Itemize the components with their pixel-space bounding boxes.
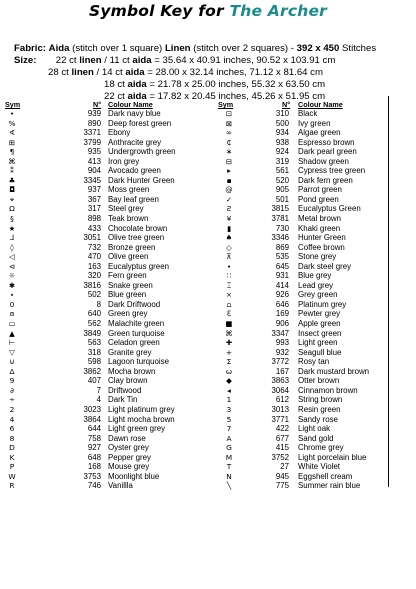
symbol-glyph: ◆ [226,376,232,386]
floss-number: 3346 [271,233,289,243]
symbol-glyph: ⌘ [8,156,16,166]
colour-name: Hunter Green [298,233,346,243]
floss-number: 470 [87,252,101,262]
fabric-linen-note: (stitch over 2 squares) - [193,43,294,54]
symbol-glyph: ⅃ [9,233,15,243]
symbol-glyph: ¥ [226,214,232,224]
floss-number: 932 [275,347,289,357]
colour-name: Chrome grey [298,443,344,453]
size-ct: 22 ct [104,91,125,102]
floss-number: 648 [87,452,101,462]
symbol-glyph: 7 [226,424,232,434]
symbol-glyph: ⬩ [10,290,14,300]
symbol-glyph: ▭ [8,319,16,329]
symbol-glyph: @ [225,185,233,195]
floss-number: 422 [275,424,289,434]
symbol-glyph: ▮ [226,223,232,233]
colour-name: Ebony [108,128,131,138]
colour-name: Dark Tin [108,395,138,405]
page-title [0,2,416,20]
column-divider [388,96,389,487]
symbol-glyph: ⁑ [10,166,14,176]
colour-name: Olive green [108,252,149,262]
colour-name: Espresso brown [298,137,355,147]
floss-number: 563 [87,338,101,348]
colour-name: Dark pearl green [298,147,357,157]
symbol-glyph: ⌶ [226,280,232,290]
symbol-glyph: ₵ [226,137,232,147]
floss-number: 730 [275,223,289,233]
floss-number: 935 [87,147,101,157]
floss-number: 945 [275,471,289,481]
symbol-glyph: ∗ [225,147,233,157]
colour-name: Sandy rose [298,414,338,424]
colour-name: Dawn rose [108,433,146,443]
colour-name: Oyster grey [108,443,149,453]
symbol-glyph: ⊢ [8,338,16,348]
symbol-glyph: 5 [226,414,232,424]
size-ct: 22 ct [55,55,77,66]
size-sep: / 14 ct [96,67,123,78]
floss-number: 168 [87,462,101,472]
floss-number: 644 [87,424,101,434]
colour-name: Iron grey [108,156,140,166]
floss-number: 415 [275,443,289,453]
size-dims: = 35.64 x 40.91 inches, 90.52 x 103.91 cm [154,55,336,66]
symbol-glyph: × [225,290,233,300]
floss-number: 433 [87,223,101,233]
symbol-glyph: ▽ [9,347,15,357]
symbol-glyph: Ω [9,204,15,214]
colour-name: Coffee brown [298,242,345,252]
size-line-1 [14,55,335,66]
colour-name: Dark fern green [298,175,353,185]
colour-name: Snake green [108,280,153,290]
floss-number: 640 [87,309,101,319]
colour-name: Mocha brown [108,366,156,376]
symbol-glyph: ⊠ [225,118,233,128]
floss-number: 905 [275,185,289,195]
floss-number: 8 [96,299,101,309]
symbol-glyph: N [226,471,232,481]
symbol-glyph: P [9,462,15,472]
floss-number: 927 [87,443,101,453]
symbol-glyph: ◇ [226,242,232,252]
floss-number: 993 [275,338,289,348]
symbol-glyph: ∂ [10,385,14,395]
symbol-glyph: Ƨ [226,204,232,214]
colour-name: Blue grey [298,271,332,281]
symbol-glyph: ⊡ [225,109,233,118]
size-line-2 [48,67,323,78]
symbol-glyph: ▪ [226,175,232,185]
floss-number: 934 [275,128,289,138]
symbol-glyph: ⌖ [9,194,15,204]
symbol-glyph: ɞ [9,309,15,319]
symbol-glyph: ■ [225,319,233,329]
colour-name: Anthracite grey [108,137,162,147]
floss-number: 3064 [271,385,289,395]
floss-number: 758 [87,433,101,443]
floss-number: 3862 [83,366,101,376]
floss-number: 367 [87,194,101,204]
size-cloth2: aida [127,91,147,102]
colour-name: Grey green [298,290,338,300]
floss-number: 937 [87,185,101,195]
floss-number: 3023 [83,404,101,414]
floss-number: 598 [87,357,101,367]
floss-number: 318 [87,347,101,357]
symbol-glyph: G [226,443,232,453]
floss-number: 3752 [271,452,289,462]
symbol-glyph: ⊞ [8,137,16,147]
fabric-aida-note: (stitch over 1 square) [72,43,163,54]
floss-number: 3371 [83,128,101,138]
floss-number: 3345 [83,175,101,185]
symbol-glyph: • [9,109,15,118]
colour-name: Algae green [298,128,341,138]
floss-number: 500 [275,118,289,128]
floss-number: 869 [275,242,289,252]
size-cloth: linen [71,67,94,78]
colour-name: Sand gold [298,433,334,443]
colour-name: Moonlight blue [108,471,160,481]
floss-number: 167 [275,366,289,376]
colour-name: Dark navy blue [108,109,161,118]
floss-number: 775 [275,481,289,491]
colour-name: Pewter grey [298,309,341,319]
colour-name: Moss green [108,185,150,195]
symbol-glyph: ⊲ [8,261,16,271]
colour-name: String brown [298,395,343,405]
colour-name: Avocado green [108,166,161,176]
floss-number: 646 [275,299,289,309]
colour-name: Celadon green [108,338,160,348]
size-ct: 28 ct [48,67,69,78]
fabric-label: Fabric: [14,43,46,54]
colour-name: Eucalyptus green [108,261,169,271]
symbol-glyph: 6 [9,424,15,434]
fabric-linen: Linen [164,43,191,54]
symbol-glyph: ♣ [8,175,16,185]
colour-name: Light green grey [108,424,166,434]
symbol-glyph: ▲ [9,328,15,338]
floss-number: 3864 [83,414,101,424]
floss-number: 3347 [271,328,289,338]
fabric-stitch-count: 392 x 450 [296,43,340,54]
size-dims: = 28.00 x 32.14 inches, 71.12 x 81.64 cm [147,67,323,78]
size-dims: = 21.78 x 25.00 inches, 55.32 x 63.50 cm [149,79,326,90]
colour-name: Summer rain blue [298,481,361,491]
colour-name: Eucalyptus Green [298,204,361,214]
colour-name: Green grey [108,309,148,319]
right-header-num: N° [282,100,291,109]
colour-name: Stone grey [298,252,337,262]
colour-name: Lagoon turquoise [108,357,169,367]
symbol-glyph: ★ [8,223,16,233]
size-cloth2: aida [125,67,145,78]
right-header-name: Colour Name [298,100,343,109]
symbol-glyph: ∢ [8,128,16,138]
size-cloth: linen [79,55,102,66]
colour-name: Bay leaf green [108,194,159,204]
floss-number: 3051 [83,233,101,243]
floss-number: 535 [275,252,289,262]
colour-name: Teak brown [108,214,149,224]
floss-number: 939 [87,109,101,118]
floss-number: 938 [275,137,289,147]
colour-name: Resin green [298,404,341,414]
colour-name: Seagull blue [298,347,342,357]
floss-number: 320 [87,271,101,281]
colour-name: White Violet [298,462,340,472]
floss-number: 3816 [83,280,101,290]
colour-name: Shadow green [298,156,349,166]
floss-number: 677 [275,433,289,443]
symbol-glyph: ω [225,366,233,376]
symbol-glyph: ◂ [227,385,231,395]
size-line-3 [104,79,325,90]
symbol-glyph: 0 [9,299,15,309]
left-header-name: Colour Name [108,100,153,109]
floss-number: 562 [87,319,101,329]
symbol-glyph: ✓ [225,194,233,204]
colour-name: Green turquoise [108,328,165,338]
floss-number: 890 [87,118,101,128]
colour-name: Insect green [298,328,342,338]
symbol-glyph: A [226,433,232,443]
size-label: Size: [14,55,37,66]
symbol-glyph: ☼ [8,271,16,281]
floss-number: 561 [275,166,289,176]
right-header-sym: Sym [218,100,234,109]
floss-number: 924 [275,147,289,157]
symbol-glyph: ✚ [225,338,233,348]
symbol-glyph: ¶ [9,147,15,157]
colour-name: Lead grey [298,280,334,290]
left-header-num: N° [93,100,102,109]
colour-name: Dark Hunter Green [108,175,175,185]
colour-name: Light green [298,338,338,348]
floss-number: 3013 [271,404,289,414]
colour-name: Light oak [298,424,331,434]
symbol-glyph: ⌘ [225,328,233,338]
colour-name: Metal brown [298,214,341,224]
size-cloth2: aida [127,79,147,90]
floss-number: 319 [275,156,289,166]
colour-name: Clay brown [108,376,148,386]
floss-number: 310 [275,109,289,118]
colour-name: Dark steel grey [298,261,352,271]
colour-name: Cypress tree green [298,166,366,176]
floss-number: 3799 [83,137,101,147]
title-pattern-name: The Archer [229,2,328,20]
symbol-glyph: Σ [226,357,232,367]
symbol-glyph: ∞ [225,128,233,138]
floss-number: 317 [87,204,101,214]
colour-name: Mouse grey [108,462,150,472]
symbol-glyph: ⊍ [9,357,15,367]
symbol-glyph: T [226,462,232,472]
symbol-glyph: % [8,118,16,128]
symbol-glyph: 4 [9,414,15,424]
colour-name: Light platinum grey [108,404,175,414]
colour-name: Driftwood [108,385,142,395]
symbol-glyph: ⊼ [226,252,232,262]
colour-name: Light porcelain blue [298,452,367,462]
fabric-stitches-suffix: Stitches [342,43,377,54]
title-prefix: Symbol Key for [88,2,230,20]
symbol-glyph: ∷ [226,271,232,281]
colour-name: Otter brown [298,376,340,386]
floss-number: 502 [87,290,101,300]
colour-name: Light mocha brown [108,414,175,424]
size-dims: = 17.82 x 20.45 inches, 45.26 x 51.95 cm [149,91,326,102]
symbol-glyph: § [10,214,14,224]
fabric-line [14,43,376,54]
symbol-glyph: Δ [9,366,15,376]
floss-number: 414 [275,280,289,290]
floss-number: 4 [96,395,101,405]
symbol-glyph: ⊟ [225,156,233,166]
floss-number: 520 [275,175,289,185]
floss-number: 3815 [271,204,289,214]
size-ct: 18 ct [104,79,125,90]
floss-number: 904 [87,166,101,176]
colour-name: Platinum grey [298,299,347,309]
symbol-glyph: ◁ [9,252,15,262]
symbol-glyph: ▸ [227,166,231,176]
floss-number: 906 [275,319,289,329]
floss-number: 407 [87,376,101,386]
colour-name: Chocolate brown [108,223,168,233]
floss-number: 3753 [83,471,101,481]
symbol-glyph: 3 [226,404,232,414]
colour-name: Olive tree green [108,233,165,243]
colour-name: Blue green [108,290,147,300]
symbol-glyph: ⩍ [226,299,232,309]
floss-number: 163 [87,261,101,271]
colour-name: Granite grey [108,347,152,357]
floss-number: 3781 [271,214,289,224]
colour-name: Vanillla [108,481,133,491]
symbol-glyph: ✱ [8,280,16,290]
floss-number: 501 [275,194,289,204]
floss-number: 746 [87,481,101,491]
colour-name: Eggshell cream [298,471,353,481]
colour-name: Pond green [298,194,339,204]
symbol-glyph: D [9,443,15,453]
symbol-glyph: M [225,452,233,462]
size-sep: / 11 ct [104,55,130,66]
colour-name: Dark mustard brown [298,366,370,376]
colour-name: Undergrowth green [108,147,176,157]
colour-name: Parrot green [298,185,342,195]
floss-number: 3772 [271,357,289,367]
colour-name: Rosy tan [298,357,330,367]
floss-number: 7 [96,385,101,395]
symbol-glyph: + [225,347,233,357]
colour-name: Malachite green [108,319,165,329]
floss-number: 612 [275,395,289,405]
colour-name: Pepper grey [108,452,151,462]
symbol-glyph: W [8,471,16,481]
symbol-glyph: • [226,261,232,271]
colour-name: Black [298,109,318,118]
colour-name: Ivy green [298,118,331,128]
symbol-glyph: 8 [9,433,15,443]
symbol-glyph: ∻ [8,395,16,405]
floss-number: 3849 [83,328,101,338]
symbol-glyph: ◊ [10,242,14,252]
floss-number: 169 [275,309,289,319]
colour-name: Dark Driftwood [108,299,161,309]
symbol-glyph: ◘ [9,185,15,195]
colour-name: Cinnamon brown [298,385,358,395]
symbol-glyph: 9 [9,376,15,386]
floss-number: 27 [280,462,289,472]
colour-name: Apple green [298,319,341,329]
floss-number: 926 [275,290,289,300]
floss-number: 931 [275,271,289,281]
symbol-glyph: ╲ [226,481,232,491]
fabric-aida: Aida [48,43,70,54]
symbol-glyph: K [9,452,15,462]
floss-number: 732 [87,242,101,252]
floss-number: 645 [275,261,289,271]
left-header-sym: Sym [5,100,21,109]
symbol-glyph: ♠ [225,233,233,243]
colour-name: Bronze green [108,242,156,252]
floss-number: 898 [87,214,101,224]
size-cloth2: aida [132,55,152,66]
floss-number: 3863 [271,376,289,386]
floss-number: 3771 [271,414,289,424]
symbol-glyph: R [9,481,15,491]
colour-name: Fern green [108,271,147,281]
colour-name: Steel grey [108,204,144,214]
floss-number: 413 [87,156,101,166]
colour-name: Khaki green [298,223,341,233]
symbol-glyph: ℇ [226,309,232,319]
symbol-glyph: 1 [226,395,232,405]
symbol-glyph: 2 [9,404,15,414]
colour-name: Deep forest green [108,118,172,128]
